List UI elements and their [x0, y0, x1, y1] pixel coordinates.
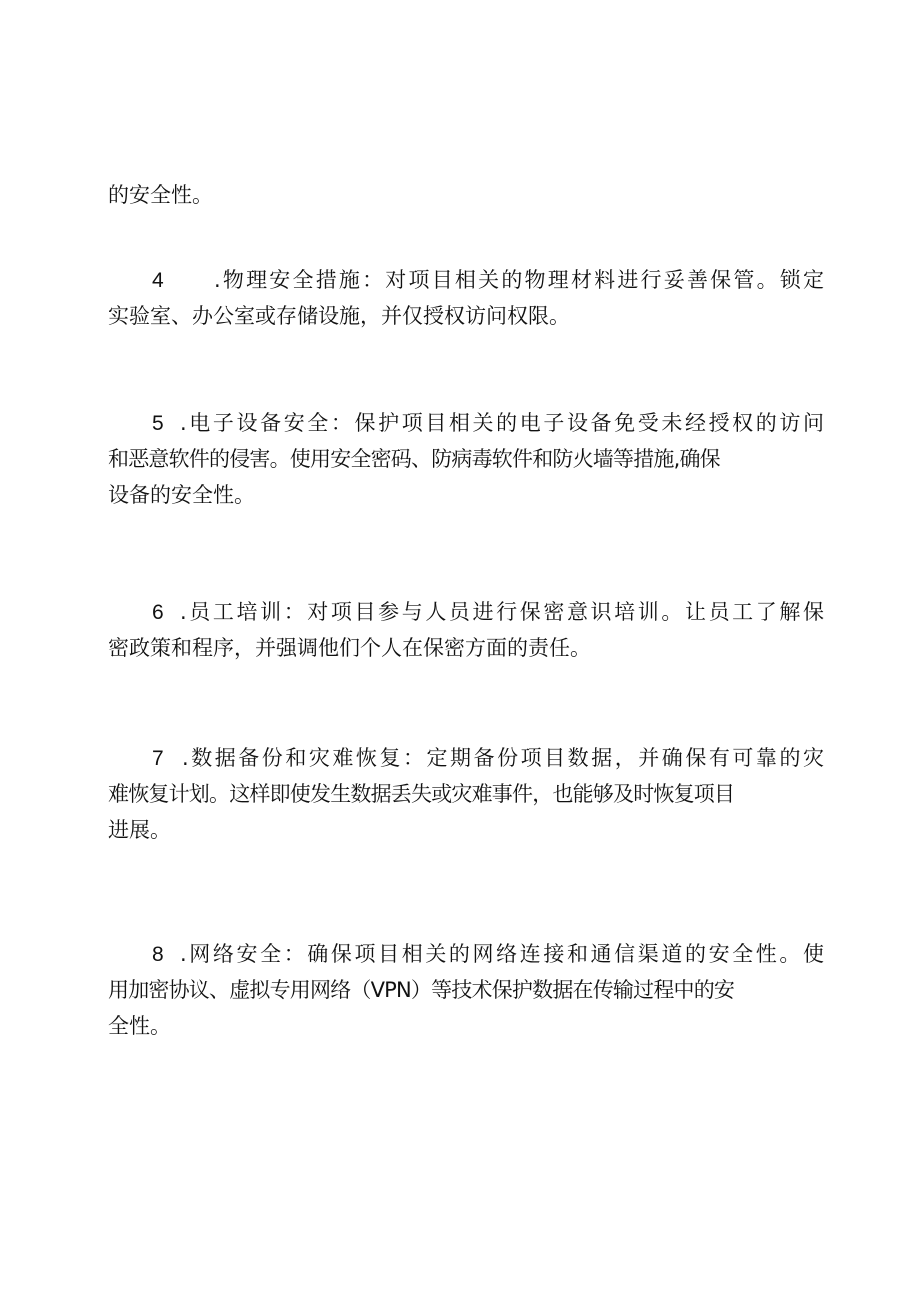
paragraph-line: 全性。: [108, 1014, 171, 1038]
paragraph-line: [108, 594, 824, 630]
item-number: 8: [152, 943, 164, 966]
item-number: 7: [152, 747, 164, 770]
paragraph-line: 密政策和程序，并强调他们个人在保密方面的责任。: [108, 636, 591, 660]
item-number: 5: [152, 412, 164, 435]
item-text: .物理安全措施：对项目相关的物理材料进行妥善保管。锁定: [214, 268, 824, 292]
paragraph-line: [108, 262, 824, 298]
item-text: .网络安全：确保项目相关的网络连接和通信渠道的安全性。使: [180, 942, 824, 966]
item-number: 4: [152, 269, 164, 292]
list-item-6: [108, 594, 824, 666]
paragraph-line: 的安全性。: [108, 183, 213, 207]
paragraph-line: 设备的安全性。: [108, 483, 255, 507]
item-text: .电子设备安全：保护项目相关的电子设备免受未经授权的访问: [180, 411, 824, 435]
paragraph-line: 进展。: [108, 818, 171, 842]
paragraph-line: 实验室、办公室或存储设施，并仅授权访问权限。: [108, 304, 570, 328]
continuation-paragraph: [108, 177, 824, 213]
paragraph-line: [108, 740, 824, 776]
item-number: 6: [152, 601, 164, 624]
paragraph-line: [108, 405, 824, 441]
paragraph-line: 用加密协议、虚拟专用网络（VPN）等技术保护数据在传输过程中的安: [108, 978, 735, 1002]
paragraph-line: 难恢复计划。这样即使发生数据丢失或灾难事件，也能够及时恢复项目: [108, 782, 735, 806]
paragraph-line: 和恶意软件的侵害。使用安全密码、防病毒软件和防火墙等措施,确保: [108, 447, 720, 471]
item-text: .员工培训：对项目参与人员进行保密意识培训。让员工了解保: [180, 600, 824, 624]
paragraph-line: [108, 936, 824, 972]
item-text: .数据备份和灾难恢复：定期备份项目数据，并确保有可靠的灾: [182, 746, 824, 770]
list-item-7: [108, 740, 824, 848]
list-item-4: [108, 262, 824, 334]
list-item-8: [108, 936, 824, 1044]
list-item-5: [108, 405, 824, 513]
